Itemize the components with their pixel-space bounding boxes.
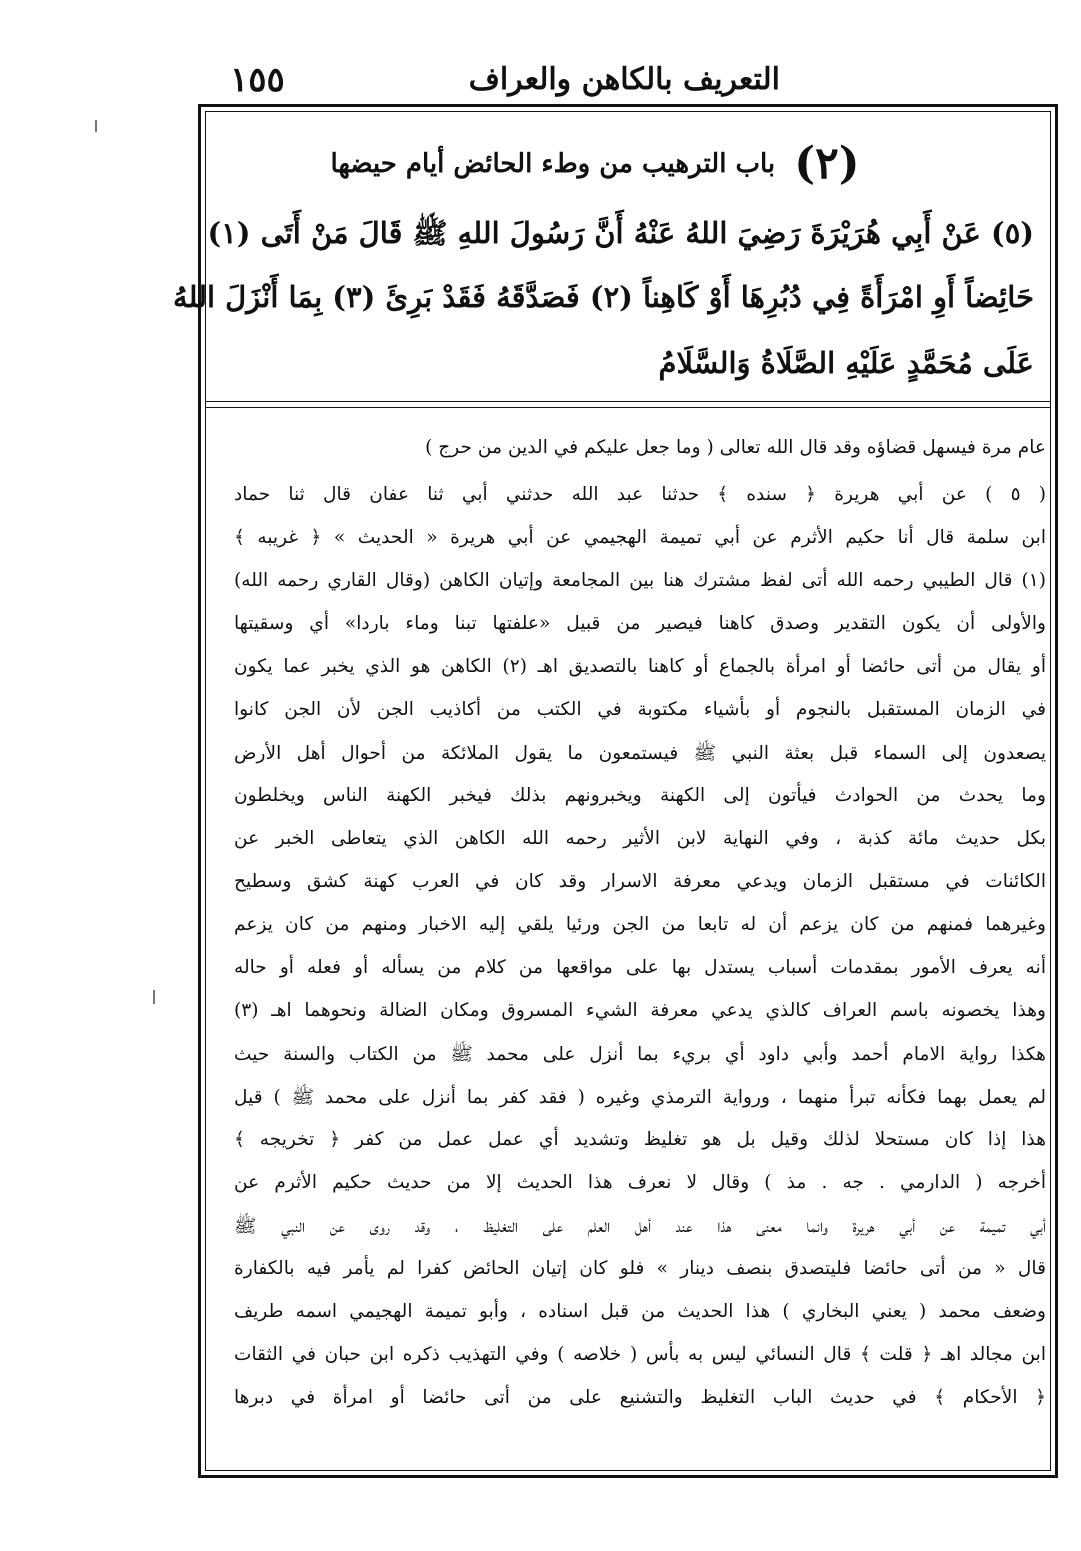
chapter-heading xyxy=(300,138,890,189)
chapter-number: (٢) xyxy=(794,138,860,189)
commentary-line: وهذا يخصونه باسم العراف كالذي يدعي معرفة الشيء المسروق ومكان الضالة ونحوهما اهـ (٣) xyxy=(234,1000,1046,1021)
page-number: ١٥٥ xyxy=(230,60,285,100)
commentary-line: ﴿ الأحكام ﴾ في حديث الباب التغليظ والتشنيع على من أتى حائضا أو امرأة في دبرها xyxy=(234,1387,1046,1408)
commentary-line: أو يقال من أتى حائضا أو امرأة بالجماع أو كاهنا بالتصديق اهـ (٢) الكاهن هو الذي يخبر عما يكون xyxy=(234,656,1046,677)
commentary-line: ابن مجالد اهـ ﴿ قلت ﴾ قال النسائي ليس به بأس ( خلاصه ) وفي التهذيب ذكره ابن حبان في الثقات xyxy=(234,1344,1046,1365)
hadith-text-line: عَلَى مُحَمَّدٍ عَلَيْهِ الصَّلَاةُ وَالسَّلَامُ xyxy=(658,346,1034,380)
hadith-text-line: (٥) عَنْ أَبِي هُرَيْرَةَ رَضِيَ اللهُ عَنْهُ أَنَّ رَسُولَ اللهِ ﷺ قَالَ مَنْ أَتَى (١) xyxy=(207,216,1034,250)
commentary-line: في الزمان المستقبل بالنجوم أو بأشياء مكتوبة في الكتب من أكاذيب الجن لأن الجن كانوا xyxy=(234,699,1046,720)
commentary-line: (١) قال الطيبي رحمه الله أتى لفظ مشترك هنا بين المجامعة وإتيان الكاهن (وقال القاري رحمه الله) xyxy=(234,570,1046,591)
hadith-text-line: حَائِضاً أَوِ امْرَأَةً فِي دُبُرِهَا أَوْ كَاهِناً (٢) فَصَدَّقَهُ فَقَدْ بَرِئَ (٣) بِمَا أَنْزَلَ اللهُ xyxy=(173,280,1034,314)
commentary-line: عام مرة فيسهل قضاؤه وقد قال الله تعالى ( وما جعل عليكم في الدين من حرج ) xyxy=(425,437,1046,458)
commentary-line: هكذا رواية الامام أحمد وأبي داود أي بريء بما أنزل على محمد ﷺ من الكتاب والسنة حيث xyxy=(234,1044,1046,1065)
commentary-line: قال « من أتى حائضا فليتصدق بنصف دينار » فلو كان إتيان الحائض كفرا لم يأمر فيه بالكفارة xyxy=(234,1258,1046,1279)
commentary-line: وما يحدث من الحوادث فيأتون إلى الكهنة ويخبرونهم بذلك فيخبر الكهنة الناس ويخلطون xyxy=(234,785,1046,806)
commentary-line: وضعف محمد ( يعني البخاري ) هذا الحديث من قبل اسناده ، وأبو تميمة الهجيمي اسمه طريف xyxy=(234,1301,1046,1322)
commentary-line: والأولى أن يكون التقدير وصدق كاهنا فيصير من قبيل «علفتها تبنا وماء باردا» أي وسقيتها xyxy=(234,613,1046,634)
commentary-line: وغيرهما فمنهم من كان يزعم أن له تابعا من الجن ورئيا يلقي إليه الاخبار ومنهم من كان يزعم xyxy=(234,914,1046,935)
commentary-line: بكل حديث مائة كذبة ، وفي النهاية لابن الأثير رحمه الله الكاهن الذي يتعاطى الخبر عن xyxy=(234,828,1046,849)
scan-speck xyxy=(153,990,155,1004)
commentary-line: ابن سلمة قال أنا حكيم الأثرم عن أبي تميمة الهجيمي عن أبي هريرة « الحديث » ﴿ غريبه ﴾ xyxy=(234,527,1046,548)
commentary-line: لم يعمل بهما فكأنه تبرأ منهما ، ورواية الترمذي وغيره ( فقد كفر بما أنزل على محمد ﷺ ) قيل xyxy=(234,1087,1046,1108)
commentary-line: أخرجه ( الدارمي . جه . مذ ) وقال لا نعرف هذا الحديث إلا من حديث حكيم الأثرم عن xyxy=(234,1172,1046,1193)
section-divider xyxy=(205,401,1051,402)
page-header xyxy=(230,58,780,102)
commentary-line: أبي تميمة عن أبي هريرة وانما معنى هذا عند أهل العلم على التغليظ ، وقد روى عن النبي ﷺ xyxy=(234,1216,1046,1237)
commentary-line: الكائنات في مستقبل الزمان ويدعي معرفة الاسرار وقد كان في العرب كهنة كشق وسطيح xyxy=(234,871,1046,892)
section-divider xyxy=(205,407,1051,408)
commentary-line: هذا إذا كان مستحلا لذلك وقيل بل هو تغليظ وتشديد أي عمل عمل من كفر ﴿ تخريجه ﴾ xyxy=(234,1129,1046,1150)
commentary-line: أنه يعرف الأمور بمقدمات أسباب يستدل بها على مواقعها من كلام من يسأله أو فعله أو حاله xyxy=(234,957,1046,978)
scan-speck xyxy=(95,120,97,132)
running-title: التعريف بالكاهن والعراف xyxy=(468,62,780,97)
commentary-line: يصعدون إلى السماء قبل بعثة النبي ﷺ فيستمعون ما يقول الملائكة من أحوال أهل الأرض xyxy=(234,743,1046,764)
commentary-line: ( ٥ ) عن أبي هريرة ﴿ سنده ﴾ حدثنا عبد الله حدثني أبي ثنا عفان قال ثنا حماد xyxy=(234,484,1046,505)
chapter-title: باب الترهيب من وطء الحائض أيام حيضها xyxy=(330,148,776,179)
